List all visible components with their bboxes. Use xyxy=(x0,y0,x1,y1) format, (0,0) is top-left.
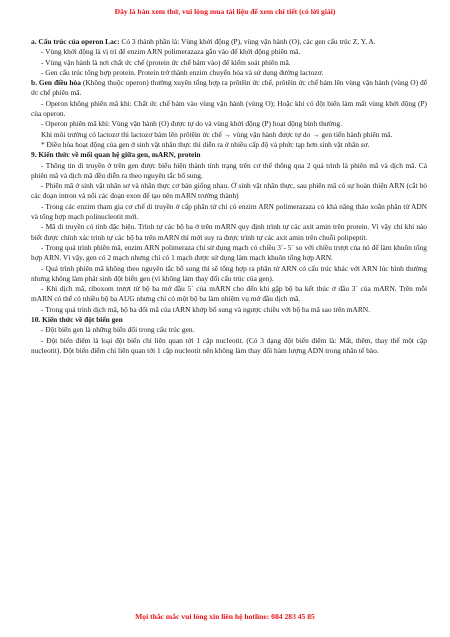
section-a-label: a. Cấu trúc của operon Lac: xyxy=(31,37,120,46)
section-a-item: - Vùng vận hành là nơi chất ức chế (protein ức chế bám vào) để kiểm soát phiên mã. xyxy=(41,57,291,67)
section-b-paragraph xyxy=(31,78,427,99)
preview-notice-banner: Đây là bản xem thử, vui lòng mua tài liệu để xem chi tiết (có lời giải) xyxy=(114,7,336,16)
section-9-item: - Trong các enzim tham gia cơ chế di truyền ở cấp phân tử chỉ có enzim ARN polimerazaza có khả năng tháo xoắn phân tử ADN và tổng hợp mạch polinucleotit mới. xyxy=(31,201,427,222)
section-9-item: - Khi dịch mã, riboxom trượt từ bộ ba mở đầu 5´ của mARN cho đến khi gặp bộ ba kết thúc ở đầu 3´ của mARN. Trên mỗi mARN có thể có nhiều bộ ba AUG nhưng chỉ có một bộ ba làm nhiệm vụ mở đầu dịch mã. xyxy=(31,284,427,304)
section-9-item: - Mã di truyền có tính đặc hiệu. Trình tự các bộ ba ở trên mARN quy định trình tự các axit amin trên protein. Vì vậy chỉ khi nào biết được chính xác trình tự các bộ ba trên mARN thì mới suy ra được trình tự các axit amin trên chuỗi polipeptit. xyxy=(31,222,427,242)
section-a-text: Có 3 thành phần là: Vùng khởi động (P), vùng vận hành (O), các gen cấu trúc Z, Y, A. xyxy=(119,37,376,46)
hotline-footer-banner: Mọi thắc mắc vui lòng xin liên hệ hotline: 084 283 45 85 xyxy=(135,612,315,621)
section-b-item: - Operon phiên mã khi: Vùng vận hành (O) được tự do và vùng khởi động (P) hoạt động bình thường. xyxy=(41,119,342,129)
section-9-item: - Phiên mã ở sinh vật nhân sơ và nhân thực cơ bản giống nhau. Ở sinh vật nhân thực, sau phiên mã có sự hoàn thiện ARN (cắt bỏ các đoạn intron và nối các đoạn exon để tạo nên mARN trưởng thành) xyxy=(31,181,427,201)
section-a-item: - Gen cấu trúc tổng hợp protein. Protein trở thành enzim chuyển hóa và sử dụng đường lactozơ. xyxy=(41,67,324,77)
section-b-item: Khi môi trường có lactozơ thì lactozơ bám lên prôtêin ức chế → vùng vận hành được tự do → gen tiến hành phiên mã. xyxy=(41,129,393,139)
section-10-heading: 10. Kiến thức về đột biến gen xyxy=(31,315,123,325)
section-9-heading: 9. Kiến thức về mối quan hệ giữa gen, mARN, protein xyxy=(31,150,201,160)
document-body xyxy=(31,37,427,356)
section-b-item: - Operon không phiên mã khi: Chất ức chế bám vào vùng vận hành (vùng O); Hoặc khi có đột biến làm mất vùng khởi động (P) của operon. xyxy=(31,98,427,119)
section-9-item: - Quá trình phiên mã không theo nguyên tắc bổ sung thì sẽ tổng hợp ra phân tử ARN có cấu trúc khác với ARN lúc bình thường nhưng không làm phát sinh đột biến gen (vì không làm thay đổi cấu trúc của gen). xyxy=(31,263,427,283)
section-b-text: (Không thuộc operon) thường xuyên tổng hợp ra prôtêin ức chế, prôtêin ức chế bám lên vùng vận hành (vùng O) để ức chế phiên mã. xyxy=(31,78,427,98)
section-b-item: * Điều hòa hoạt động của gen ở sinh vật nhân thực thì diễn ra ở nhiều cấp độ và phức tạp hơn sinh vật nhân sơ. xyxy=(41,139,370,149)
section-a-item: - Vùng khởi động là vị trí để enzim ARN polimerazaza gắn vào để khởi động phiên mã. xyxy=(41,47,301,57)
section-9-item: - Trong quá trình phiên mã, enzim ARN polimeraza chỉ sử dụng mạch có chiều 3´- 5´ so với chiều trượt của nó để làm khuôn tổng hợp ARN. Vì vậy, gen có 2 mạch nhưng chỉ có 1 mạch được sử dụng làm mạch khuôn tổng hợp ARN. xyxy=(31,242,427,263)
section-10-item: - Đột biến gen là những biến đổi trong cấu trúc gen. xyxy=(41,325,195,335)
section-a-paragraph xyxy=(31,37,427,47)
section-10-item: - Đột biến điểm là loại đột biến chỉ liên quan tới 1 cặp nucleotit. (Có 3 dạng đột biến điểm là: Mất, thêm, thay thế một cặp nucleotit). Đột biến điểm chỉ liên quan tới 1 cặp nucleotit nên không làm thay đổi hàm lượng ADN trong nhân tế bào. xyxy=(31,335,427,355)
section-b-label: b. Gen điều hòa xyxy=(31,78,81,88)
section-9-item: - Trong quá trình dịch mã, bộ ba đối mã của tARN khớp bổ sung và ngược chiều với bộ ba mã sao trên mARN. xyxy=(41,304,370,314)
section-9-item: - Thông tin di truyền ở trên gen được biểu hiện thành tính trạng trên cơ thể thông qua 2 quá trình là phiên mã và dịch mã. Cả phiên mã và dịch mã đều diễn ra theo nguyên tắc bổ sung. xyxy=(31,160,427,180)
